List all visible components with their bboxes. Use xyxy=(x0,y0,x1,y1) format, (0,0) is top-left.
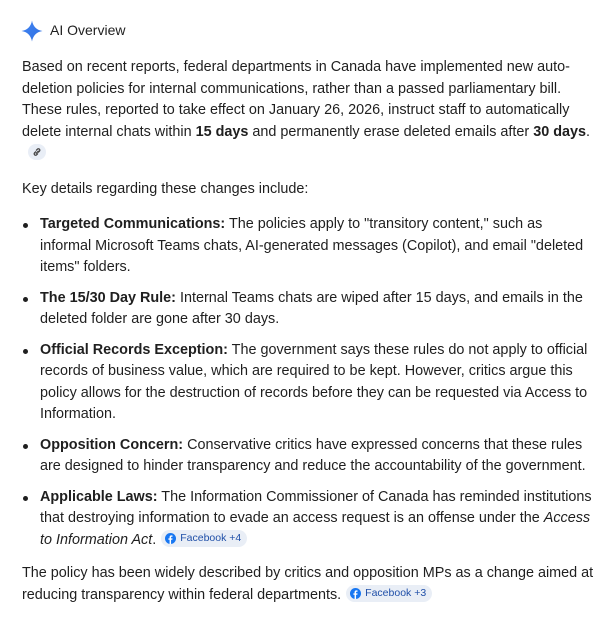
intro-text-a: Based on recent reports, federal departments in Canada have implemented new auto-deletion policies for internal communications, rather than a passed parliamentary bill. These rules, reported to take effect on January 26, 2026, instruct staff to automatically delete internal chats within xyxy=(22,59,570,140)
list-item-text: The Information Commissioner of Canada has reminded institutions that destroying information to evade an access request is an offense under the xyxy=(40,488,592,526)
ai-overview-title: AI Overview xyxy=(50,22,126,39)
overview-content xyxy=(22,57,596,606)
intro-text-c: . xyxy=(586,123,590,140)
sparkle-icon xyxy=(20,19,44,43)
list-item-opposition-concern xyxy=(22,435,596,478)
list-item-text: The policies apply to "transitory content," such as informal Microsoft Teams chats, AI-generated messages (Copilot), and email "deleted items" folders. xyxy=(40,216,584,275)
source-chip-facebook-3[interactable] xyxy=(346,585,432,602)
link-button[interactable] xyxy=(28,144,46,160)
intro-bold-15-days: 15 days xyxy=(195,123,249,140)
link-icon xyxy=(32,147,42,157)
list-item-applicable-laws xyxy=(22,487,596,552)
intro-text-b: and permanently erase deleted emails after xyxy=(248,123,534,140)
list-item-text: Internal Teams chats are wiped after 15 days, and emails in the deleted folder are gone after 30 days. xyxy=(40,289,583,327)
ai-overview-header xyxy=(20,18,125,44)
list-item-title: Targeted Communications: xyxy=(40,216,226,232)
list-item-title: Applicable Laws: xyxy=(40,488,158,505)
act-name: Access to Information Act xyxy=(40,510,591,548)
list-item-records-exception xyxy=(22,340,596,426)
details-list xyxy=(22,214,596,551)
list-item-title: Opposition Concern: xyxy=(40,436,184,453)
list-item-text: The government says these rules do not apply to official records of business value, which are required to be kept. However, critics argue this policy allows for the destruction of records before they can be requested via Access to Information. xyxy=(40,341,588,422)
list-item-day-rule xyxy=(22,288,596,331)
outro-text: The policy has been widely described by critics and opposition MPs as a change aimed at reducing transparency within federal departments. xyxy=(22,565,594,603)
list-item-title: Official Records Exception: xyxy=(40,341,228,358)
facebook-icon xyxy=(165,533,176,544)
intro-paragraph xyxy=(22,57,596,165)
list-item-title: The 15/30 Day Rule: xyxy=(40,289,176,306)
list-item-targeted-communications xyxy=(22,214,596,279)
source-chip-label: Facebook +3 xyxy=(365,587,427,600)
source-chip-label: Facebook +4 xyxy=(180,532,242,545)
intro-bold-30-days: 30 days xyxy=(533,123,586,140)
facebook-icon xyxy=(350,588,361,599)
list-item-end: . xyxy=(152,531,157,548)
source-chip-facebook-4[interactable] xyxy=(161,530,247,547)
list-item-text: Conservative critics have expressed concerns that these rules are designed to hinder transparency and reduce the accountability of the government. xyxy=(40,436,586,474)
outro-paragraph xyxy=(22,563,596,606)
key-details-intro: Key details regarding these changes include: xyxy=(22,180,309,197)
